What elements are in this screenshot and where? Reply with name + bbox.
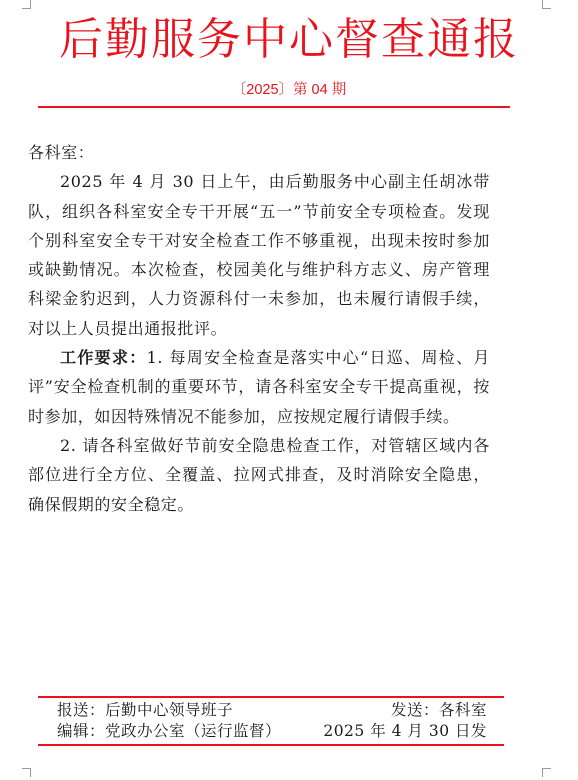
paragraph-requirement-1 xyxy=(28,343,490,431)
margin-corner-top-right xyxy=(542,0,551,9)
issue-number: 〔2025〕第 04 期 xyxy=(231,82,347,98)
footer-bottom-rule xyxy=(38,744,504,746)
editor: 编辑：党政办公室（运行监督） xyxy=(57,722,282,740)
header-red-rule xyxy=(38,106,510,108)
footer-top-rule xyxy=(38,696,504,698)
footer-distribution-line xyxy=(57,700,487,720)
document-body xyxy=(28,138,490,519)
margin-corner-bottom-left xyxy=(22,768,31,777)
margin-corner-bottom-right xyxy=(542,768,551,777)
footer-editor-line xyxy=(57,721,487,741)
paragraph-requirement-2: 2. 请各科室做好节前安全隐患检查工作，对管辖区域内各部位进行全方位、全覆盖、拉网式排查，及时消除安全隐患，确保假期的安全稳定。 xyxy=(28,435,490,514)
requirement-label: 工作要求： xyxy=(60,348,147,368)
masthead-title: 后勤服务中心督查通报 xyxy=(59,14,519,65)
report-to: 报送：后勤中心领导班子 xyxy=(57,701,234,719)
issue-date: 2025 年 4 月 30 日发 xyxy=(323,722,487,740)
salutation: 各科室： xyxy=(28,143,95,162)
requirement-1-text: 1. 每周安全检查是落实中心“日巡、周检、月评”安全检查机制的重要环节，请各科室安全专干提高重视，按时参加，如因特殊情况不能参加，应按规定履行请假手续。 xyxy=(28,348,490,426)
margin-corner-top-left xyxy=(22,0,31,9)
paragraph-incident: 2025 年 4 月 30 日上午，由后勤服务中心副主任胡冰带队，组织各科室安全专干开展“五一”节前安全专项检查。发现个别科室安全专干对安全检查工作不够重视，出现未按时参加或缺勤情况。本次检查，校园美化与维护科方志义、房产管理科梁金豹迟到，人力资源科付一未参加，也未履行请假手续，对以上人员提出通报批评。 xyxy=(28,172,490,338)
send-to: 发送：各科室 xyxy=(390,701,487,719)
